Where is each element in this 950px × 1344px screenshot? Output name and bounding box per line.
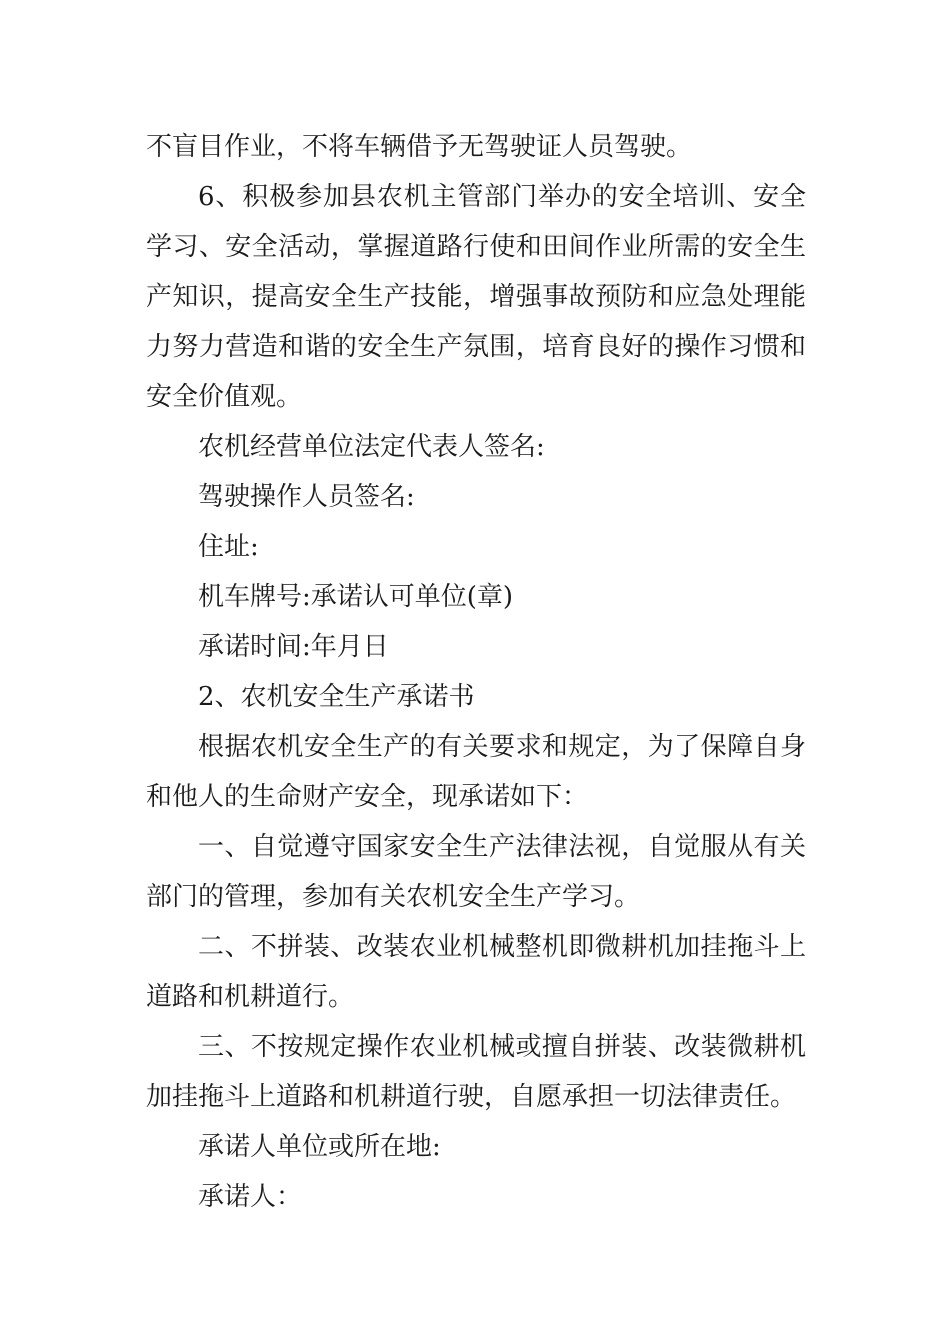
committer-location-line: 承诺人单位或所在地: — [198, 1132, 441, 1162]
commitment-date-line: 承诺时间:年月日 — [198, 632, 389, 662]
paragraph-continuation: 不盲目作业，不将车辆借予无驾驶证人员驾驶。 — [146, 132, 693, 162]
plate-number-line: 机车牌号:承诺认可单位(章) — [198, 582, 514, 612]
paragraph-clause-1: 一、自觉遵守国家安全生产法律法视，自觉服从有关部门的管理，参加有关农机安全生产学习。 — [146, 832, 806, 912]
paragraph-clause-2: 二、不拼装、改装农业机械整机即微耕机加挂拖斗上道路和机耕道行。 — [146, 932, 806, 1012]
signature-line-driver: 驾驶操作人员签名: — [198, 482, 415, 512]
paragraph-item-6: 6、积极参加县农机主管部门举办的安全培训、安全学习、安全活动，掌握道路行使和田间作业所需的安全生产知识，提高安全生产技能，增强事故预防和应急处理能力努力营造和谐的安全生产氛围，培育良好的操作习惯和安全价值观。 — [146, 182, 806, 412]
address-line: 住址: — [198, 532, 259, 562]
section-heading: 2、农机安全生产承诺书 — [198, 682, 475, 712]
signature-line-legal-representative: 农机经营单位法定代表人签名: — [198, 432, 545, 462]
committer-line: 承诺人： — [198, 1182, 303, 1212]
paragraph-intro: 根据农机安全生产的有关要求和规定，为了保障自身和他人的生命财产安全，现承诺如下： — [146, 732, 806, 812]
document-body — [146, 122, 806, 1222]
paragraph-clause-3: 三、不按规定操作农业机械或擅自拼装、改装微耕机加挂拖斗上道路和机耕道行驶，自愿承担一切法律责任。 — [146, 1032, 806, 1112]
